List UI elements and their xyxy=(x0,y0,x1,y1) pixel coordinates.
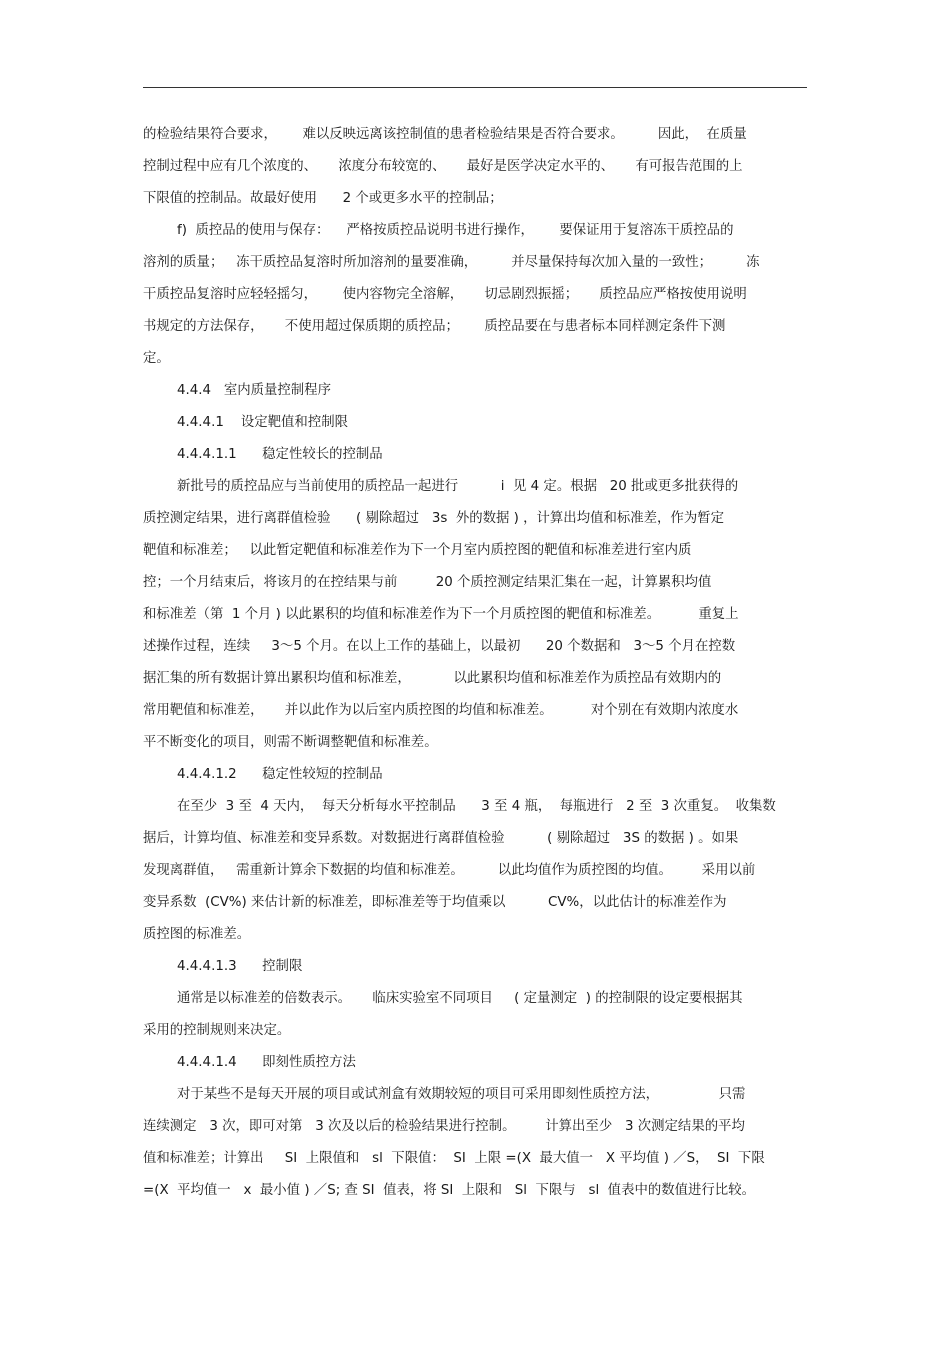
paragraph-line: 定。 xyxy=(143,351,170,366)
paragraph-line: 在至少 3 至 4 天内， 每天分析每水平控制品 3 至 4 瓶， 每瓶进行 2 至 3 次重复。 收集数 xyxy=(177,799,776,814)
paragraph-line: 的检验结果符合要求， 难以反映远离该控制值的患者检验结果是否符合要求。 因此， 在质量 xyxy=(143,127,747,142)
paragraph-line: 控制过程中应有几个浓度的、 浓度分布较宽的、 最好是医学决定水平的、 有可报告范围的上 xyxy=(143,159,743,174)
paragraph-line: f) 质控品的使用与保存： 严格按质控品说明书进行操作， 要保证用于复溶冻干质控品的 xyxy=(177,223,734,238)
section-heading: 4.4.4 室内质量控制程序 xyxy=(177,383,331,398)
paragraph-line: 对于某些不是每天开展的项目或试剂盒有效期较短的项目可采用即刻性质控方法， 只需 xyxy=(177,1087,746,1102)
paragraph-line: 通常是以标准差的倍数表示。 临床实验室不同项目 ( 定量测定 ) 的控制限的设定要根据其 xyxy=(177,991,743,1006)
paragraph-line: 新批号的质控品应与当前使用的质控品一起进行 i 见 4 定。根据 20 批或更多批获得的 xyxy=(177,479,739,494)
section-heading: 4.4.4.1.4 即刻性质控方法 xyxy=(177,1055,356,1070)
paragraph-line: 书规定的方法保存， 不使用超过保质期的质控品； 质控品要在与患者标本同样测定条件下测 xyxy=(143,319,726,334)
section-heading: 4.4.4.1 设定靶值和控制限 xyxy=(177,415,348,430)
section-heading: 4.4.4.1.3 控制限 xyxy=(177,959,303,974)
section-heading: 4.4.4.1.1 稳定性较长的控制品 xyxy=(177,447,383,462)
paragraph-line: 采用的控制规则来决定。 xyxy=(143,1023,291,1038)
section-heading: 4.4.4.1.2 稳定性较短的控制品 xyxy=(177,767,383,782)
paragraph-line: 值和标准差；计算出 SI 上限值和 sl 下限值： SI 上限 =(X 最大值一 X 平均值 ) ／S， SI 下限 xyxy=(143,1151,765,1166)
paragraph-line: 质控测定结果，进行离群值检验 ( 剔除超过 3s 外的数据 ) ，计算出均值和标准差，作为暂定 xyxy=(143,511,724,526)
paragraph-line: 据汇集的所有数据计算出累积均值和标准差， 以此累积均值和标准差作为质控品有效期内的 xyxy=(143,671,722,686)
paragraph-line: 据后，计算均值、标准差和变异系数。对数据进行离群值检验 ( 剔除超过 3S 的数据 ) 。如果 xyxy=(143,831,739,846)
paragraph-line: 干质控品复溶时应轻轻摇匀， 使内容物完全溶解， 切忌剧烈振摇； 质控品应严格按使用说明 xyxy=(143,287,747,302)
paragraph-line: 溶剂的质量； 冻干质控品复溶时所加溶剂的量要准确， 并尽量保持每次加入量的一致性； 冻 xyxy=(143,255,760,270)
paragraph-line: 连续测定 3 次，即可对第 3 次及以后的检验结果进行控制。 计算出至少 3 次测定结果的平均 xyxy=(143,1119,745,1134)
paragraph-line: 常用靶值和标准差， 并以此作为以后室内质控图的均值和标准差。 对个别在有效期内浓度水 xyxy=(143,703,739,718)
paragraph-line: 平不断变化的项目，则需不断调整靶值和标准差。 xyxy=(143,735,438,750)
paragraph-line: 变异系数 (CV%) 来估计新的标准差，即标准差等于均值乘以 CV%，以此估计的标准差作为 xyxy=(143,895,727,910)
paragraph-line: 控；一个月结束后，将该月的在控结果与前 20 个质控测定结果汇集在一起，计算累积均值 xyxy=(143,575,712,590)
paragraph-line: 和标准差（第 1 个月 ) 以此累积的均值和标准差作为下一个月质控图的靶值和标准差。 重复上 xyxy=(143,607,739,622)
header-rule xyxy=(143,87,807,88)
paragraph-line: 述操作过程，连续 3～5 个月。在以上工作的基础上，以最初 20 个数据和 3～5 个月在控数 xyxy=(143,639,736,654)
paragraph-line: 靶值和标准差； 以此暂定靶值和标准差作为下一个月室内质控图的靶值和标准差进行室内质 xyxy=(143,543,692,558)
paragraph-line: =(X 平均值一 x 最小值 ) ／S; 查 SI 值表，将 SI 上限和 Sl 下限与 sl 值表中的数值进行比较。 xyxy=(143,1183,755,1198)
paragraph-line: 发现离群值， 需重新计算余下数据的均值和标准差。 以此均值作为质控图的均值。 采用以前 xyxy=(143,863,756,878)
paragraph-line: 下限值的控制品。故最好使用 2 个或更多水平的控制品； xyxy=(143,191,503,206)
paragraph-line: 质控图的标准差。 xyxy=(143,927,251,942)
